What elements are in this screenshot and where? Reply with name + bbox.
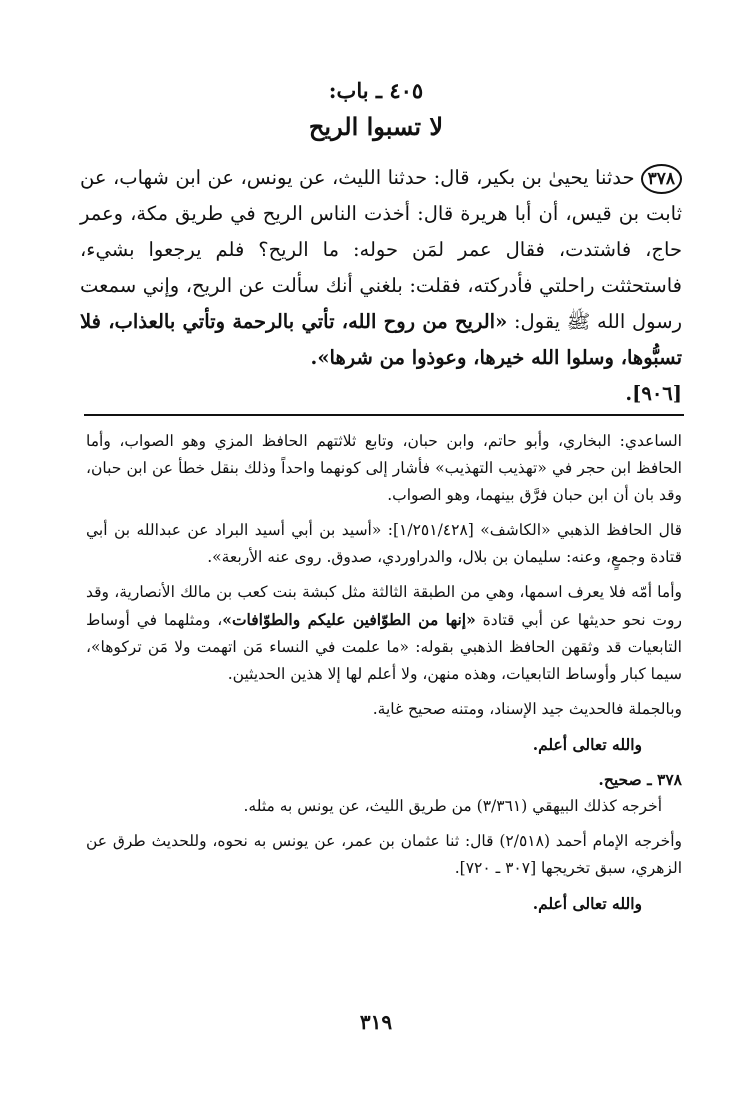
takhrij-paragraph-1: أخرجه كذلك البيهقي (٣/٣٦١) من طريق الليث، عن يونس به مثله. [243, 797, 662, 815]
hadith-number-badge: ٣٧٨ [641, 164, 682, 194]
page-number: ٣١٩ [359, 1010, 393, 1034]
closing-remark-2: والله تعالى أعلم. [532, 894, 642, 913]
takhrij-paragraph-2: وأخرجه الإمام أحمد (٢/٥١٨) قال: ثنا عثمان بن عمر، عن يونس به نحوه، وللحديث طرق عن الزهري، سبق تخريجها [٣٠٧ ـ ٧٢٠]. [86, 832, 682, 877]
note-paragraph-1: الساعدي: البخاري، وأبو حاتم، وابن حبان، وتابع ثلاثتهم الحافظ المزي وهو الصواب، وأما الحافظ ابن حجر في «تهذيب التهذيب» فأشار إلى كونهما واحداً وذلك بنقل خطأ عن ابن حبان، وقد بان أن ابن حبان فرَّق بينهما، وهو الصواب. [86, 432, 682, 504]
note-paragraph-3-bold: «إنها من الطوّافين عليكم والطوّافات» [222, 610, 476, 629]
hadith-text-bold: «الريح من روح الله، تأتي بالرحمة وتأتي بالعذاب، فلا تسبُّوها، وسلوا الله خيرها، وعوذوا من شرها». [80, 310, 682, 369]
note-paragraph-3-b: ، ومثلهما في أوساط التابعيات قد وثقهن الحافظ الذهبي بقوله: «ما علمت في النساء مَن اتهمت ولا مَن تركوها»، سيما كبار وأوساط التابعيات، وهذه منهن، ولا أعلم لها إلا هذين الحديثين. [86, 611, 682, 683]
note-paragraph-3 [86, 579, 682, 688]
footnote-divider [84, 414, 684, 416]
hadith-reference: [٩٠٦]. [625, 382, 682, 405]
footnotes [86, 428, 682, 925]
hadith-text [80, 160, 682, 412]
note-paragraph-2: قال الحافظ الذهبي «الكاشف» [١/٢٥١/٤٢٨]: «أسيد بن أبي أسيد البراد عن عبدالله بن أبي قتادة وجمعٍ، وعنه: سليمان بن بلال، والدراوردي، صدوق. روى عنه الأربعة». [86, 521, 682, 566]
hadith-text-part1: حدثنا يحيىٰ بن بكير، قال: حدثنا الليث، عن يونس، عن ابن شهاب، عن ثابت بن قيس، أن أبا هريرة قال: أخذت الناس الريح في طريق مكة، وعمر حاج، فاشتدت، فقال عمر لمَن حوله: ما الريح؟ فلم يرجعوا بشيء، فاستحثثت راحلتي فأدركته، فقلت: بلغني أنك سألت عن الريح، وإني سمعت رسول الله ﷺ يقول: [80, 166, 682, 333]
note-paragraph-3-a: وأما أمّه فلا يعرف اسمها، وهي من الطبقة الثالثة مثل كبشة بنت كعب بن مالك الأنصارية، وقد روت نحو حديثها عن أبي قتادة [86, 583, 682, 629]
takhrij-heading: ٣٧٨ ـ صحيح. [598, 770, 682, 789]
closing-remark-1: والله تعالى أعلم. [532, 735, 642, 754]
chapter-title: لا تسبوا الريح [308, 112, 444, 141]
note-paragraph-4: وبالجملة فالحديث جيد الإسناد، ومتنه صحيح غاية. [372, 700, 682, 718]
chapter-number: ٤٠٥ ـ باب: [328, 78, 424, 103]
